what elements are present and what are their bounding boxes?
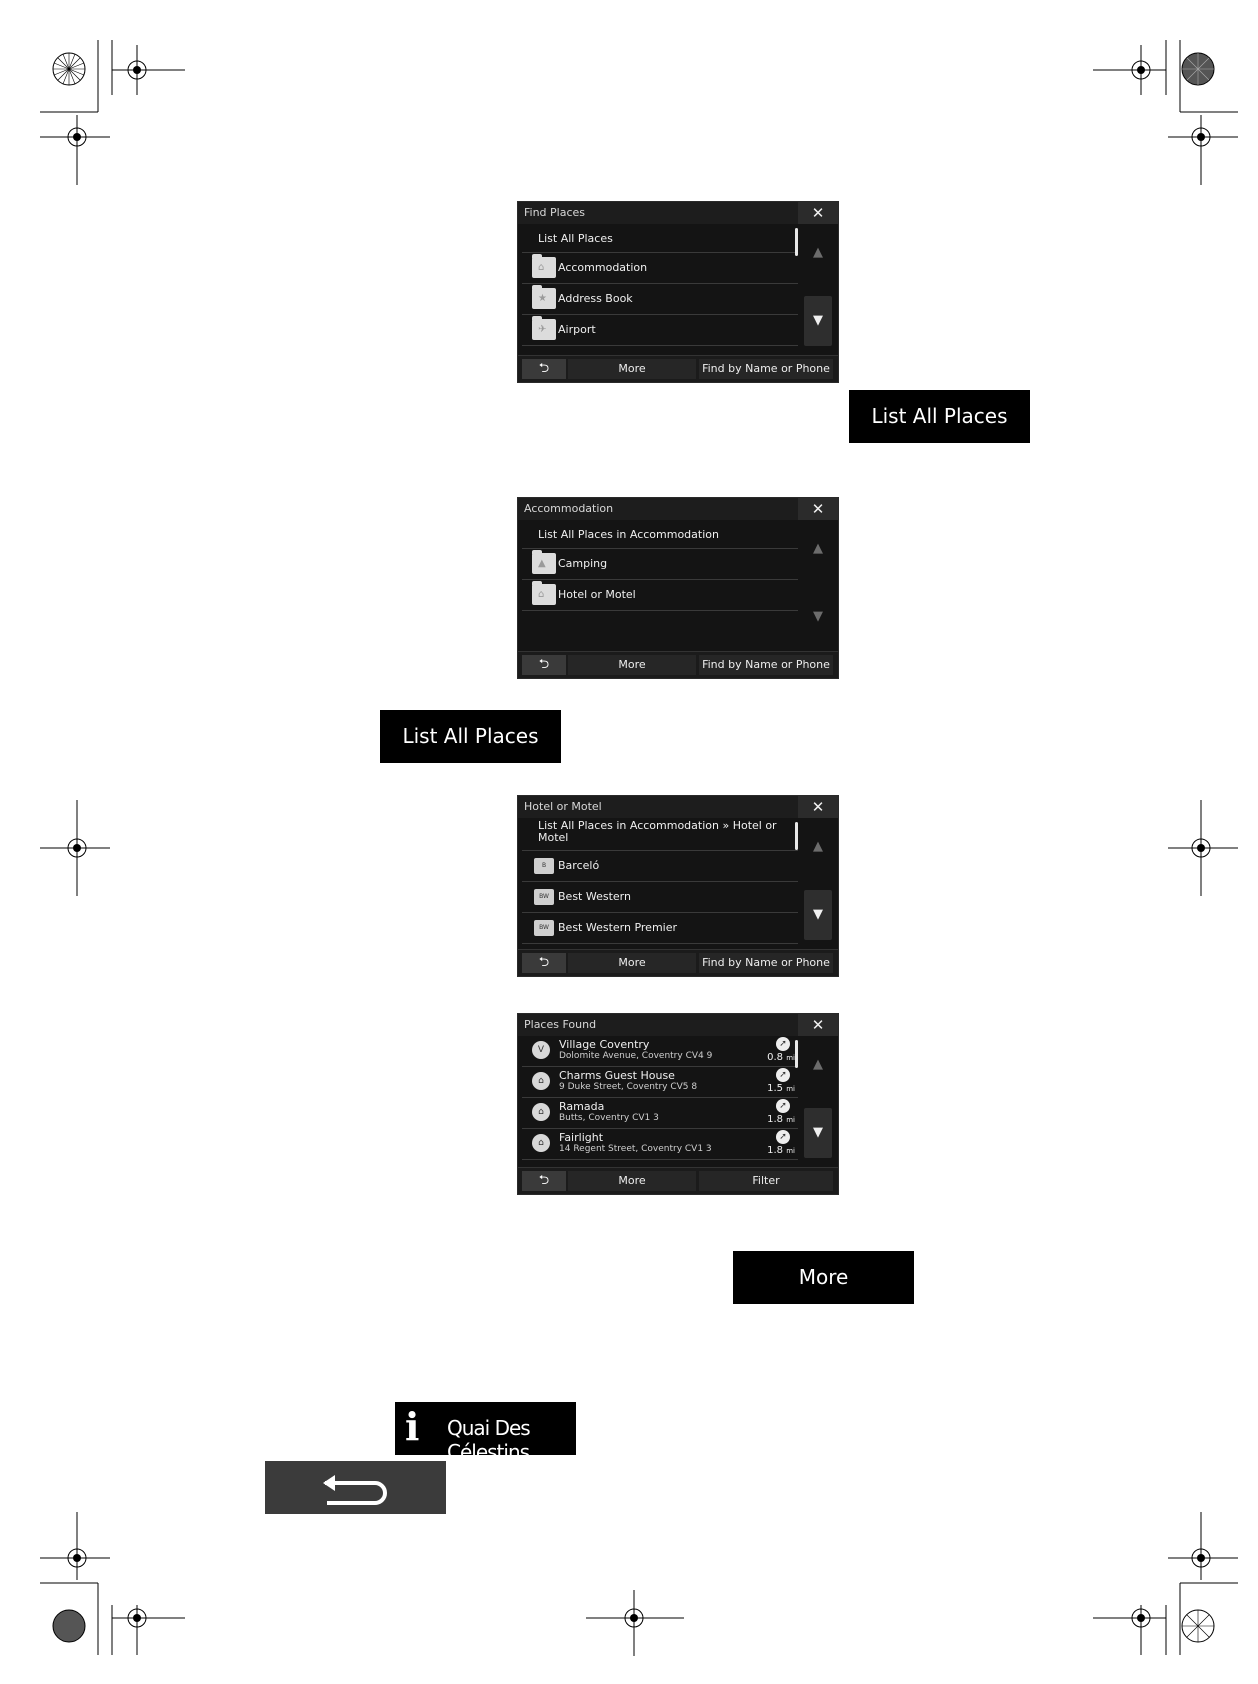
distance-unit: mi	[786, 1054, 795, 1062]
row-label	[538, 820, 777, 844]
registration-mark-bottom-center	[586, 1590, 686, 1660]
registration-mark-bottom-left	[40, 1510, 200, 1660]
back-arrow-icon	[265, 1461, 446, 1514]
result-name: Fairlight	[559, 1131, 604, 1144]
folder-icon: ✈	[532, 319, 556, 340]
distance-unit: mi	[786, 1085, 795, 1093]
place-info-label	[395, 1402, 576, 1464]
more-button[interactable]: More	[568, 1171, 696, 1191]
more-button[interactable]: More	[568, 953, 696, 973]
poi-pin-icon: ⌂	[532, 1134, 550, 1152]
result-distance	[767, 1083, 795, 1094]
find-places-screen	[517, 201, 839, 383]
row-label: Airport	[558, 323, 596, 336]
scroll-up-icon[interactable]: ▲	[813, 839, 823, 854]
back-button[interactable]: ⮌	[522, 1171, 566, 1191]
brand-logo-icon: B	[534, 858, 554, 874]
scroll-indicator	[795, 822, 798, 850]
result-name: Village Coventry	[559, 1038, 650, 1051]
registration-mark-top-right	[1078, 40, 1238, 190]
row-label: Address Book	[558, 292, 633, 305]
scroll-up-icon[interactable]: ▲	[813, 245, 823, 260]
list-all-places-row[interactable]	[522, 818, 798, 851]
result-name: Ramada	[559, 1100, 605, 1113]
bottom-bar	[518, 651, 838, 678]
more-button[interactable]: More	[568, 359, 696, 379]
close-button[interactable]: ✕	[798, 796, 838, 818]
title-bar	[518, 202, 838, 224]
distance-unit: mi	[786, 1116, 795, 1124]
info-icon: i	[405, 1404, 420, 1449]
registration-mark-mid-right	[1168, 800, 1238, 900]
brand-logo-icon: BW	[534, 889, 554, 905]
screen-title: Hotel or Motel	[524, 800, 602, 813]
brand-logo-icon: BW	[534, 920, 554, 936]
poi-pin-icon: V	[532, 1041, 550, 1059]
find-by-name-button[interactable]: Find by Name or Phone	[699, 655, 833, 675]
bottom-bar	[518, 949, 838, 976]
poi-pin-icon: ⌂	[532, 1072, 550, 1090]
filter-button[interactable]: Filter	[699, 1171, 833, 1191]
result-item[interactable]	[522, 1098, 798, 1129]
direction-arrow-icon: ➚	[776, 1068, 790, 1082]
hotel-screen	[517, 795, 839, 977]
row-label: Best Western Premier	[558, 921, 678, 934]
result-item[interactable]	[522, 1129, 798, 1160]
back-button-label	[265, 1461, 446, 1514]
result-address: 14 Regent Street, Coventry CV1 3	[559, 1144, 712, 1154]
folder-icon: ⌂	[532, 584, 556, 605]
row-label: Accommodation	[558, 261, 648, 274]
direction-arrow-icon: ➚	[776, 1037, 790, 1051]
row-label: List All Places in Accommodation	[538, 528, 719, 541]
distance-value: 1.8	[767, 1114, 784, 1125]
list-item[interactable]	[522, 913, 798, 944]
more-label: More	[733, 1251, 914, 1304]
title-bar	[518, 796, 838, 818]
back-button[interactable]: ⮌	[522, 655, 566, 675]
bottom-bar	[518, 355, 838, 382]
scroll-up-icon[interactable]: ▲	[813, 541, 823, 556]
title-bar	[518, 1014, 838, 1036]
more-button[interactable]: More	[568, 655, 696, 675]
list-item[interactable]	[522, 253, 798, 284]
distance-value: 1.5	[767, 1083, 784, 1094]
back-button[interactable]: ⮌	[522, 953, 566, 973]
screen-title: Find Places	[524, 206, 586, 219]
result-item[interactable]	[522, 1067, 798, 1098]
scroll-indicator	[795, 228, 798, 256]
list-item[interactable]	[522, 580, 798, 611]
close-button[interactable]: ✕	[798, 498, 838, 520]
result-address: 9 Duke Street, Coventry CV5 8	[559, 1082, 698, 1092]
direction-arrow-icon: ➚	[776, 1099, 790, 1113]
result-distance	[767, 1114, 795, 1125]
places-found-screen	[517, 1013, 839, 1195]
list-item[interactable]	[522, 851, 798, 882]
list-item[interactable]	[522, 549, 798, 580]
scroll-up-icon[interactable]: ▲	[813, 1057, 823, 1072]
distance-value: 0.8	[767, 1052, 784, 1063]
scroll-down-icon[interactable]: ▼	[813, 609, 823, 624]
list-all-places-row[interactable]	[522, 520, 798, 549]
result-item[interactable]	[522, 1036, 798, 1067]
result-address: Butts, Coventry CV1 3	[559, 1113, 659, 1123]
folder-icon: ▲	[532, 553, 556, 574]
list-all-places-label: List All Places	[849, 390, 1030, 443]
title-bar	[518, 498, 838, 520]
result-distance	[767, 1052, 795, 1063]
category-list	[522, 224, 798, 346]
folder-icon: ⌂	[532, 257, 556, 278]
direction-arrow-icon: ➚	[776, 1130, 790, 1144]
category-list	[522, 520, 798, 642]
results-list	[522, 1036, 798, 1158]
list-item[interactable]	[522, 882, 798, 913]
brand-list	[522, 818, 798, 940]
row-label: Hotel or Motel	[558, 588, 636, 601]
distance-unit: mi	[786, 1147, 795, 1155]
row-label: Best Western	[558, 890, 631, 903]
bottom-bar	[518, 1167, 838, 1194]
poi-pin-icon: ⌂	[532, 1103, 550, 1121]
close-button[interactable]: ✕	[798, 1014, 838, 1036]
registration-mark-mid-left	[40, 800, 110, 900]
list-all-places-label: List All Places	[380, 710, 561, 763]
row-label: Camping	[558, 557, 608, 570]
scroll-down-icon[interactable]: ▼	[804, 1108, 832, 1158]
find-by-name-button[interactable]: Find by Name or Phone	[699, 953, 833, 973]
accommodation-screen	[517, 497, 839, 679]
result-name: Charms Guest House	[559, 1069, 675, 1082]
row-label-line: Motel	[538, 831, 569, 844]
place-name: Quai Des Célestins	[447, 1416, 530, 1464]
row-label: List All Places	[538, 232, 613, 245]
result-distance	[767, 1145, 795, 1156]
list-item[interactable]	[522, 284, 798, 315]
distance-value: 1.8	[767, 1145, 784, 1156]
row-label-line: List All Places in Accommodation » Hotel or	[538, 819, 777, 832]
result-address: Dolomite Avenue, Coventry CV4 9	[559, 1051, 713, 1061]
scroll-down-icon[interactable]: ▼	[804, 296, 832, 346]
close-button[interactable]: ✕	[798, 202, 838, 224]
screen-title: Places Found	[524, 1018, 597, 1031]
registration-mark-top-left	[40, 40, 200, 190]
list-all-places-row[interactable]	[522, 224, 798, 253]
list-item[interactable]	[522, 315, 798, 346]
scroll-indicator	[795, 1040, 798, 1068]
screen-title: Accommodation	[524, 502, 614, 515]
find-by-name-button[interactable]: Find by Name or Phone	[699, 359, 833, 379]
back-button[interactable]: ⮌	[522, 359, 566, 379]
registration-mark-bottom-right	[1078, 1510, 1238, 1660]
folder-icon: ★	[532, 288, 556, 309]
scroll-down-icon[interactable]: ▼	[804, 890, 832, 940]
row-label: Barceló	[558, 859, 600, 872]
